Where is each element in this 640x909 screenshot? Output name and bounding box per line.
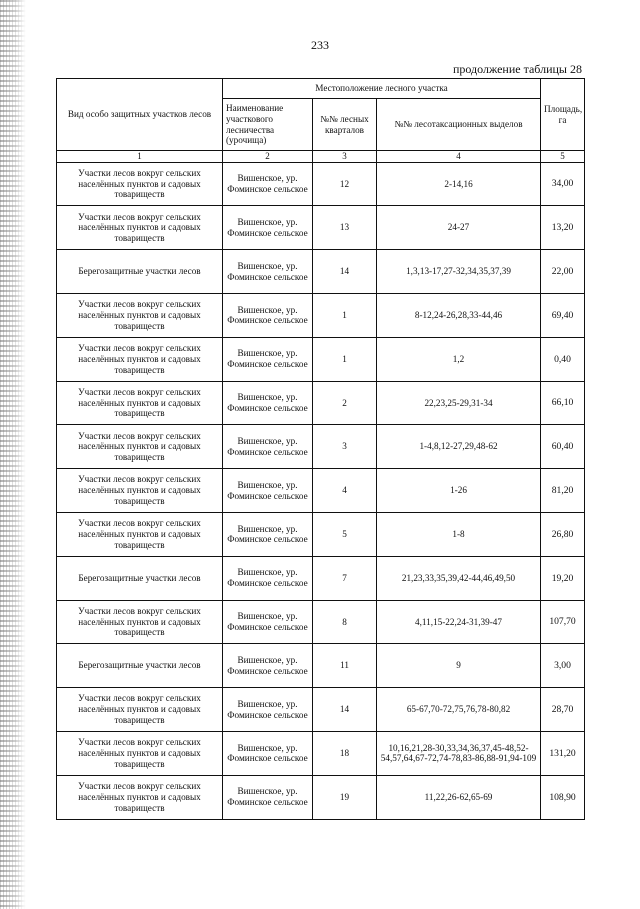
cell-area: 13,20 <box>541 206 585 250</box>
cell-protective-type: Берегозащитные участки лесов <box>57 250 223 294</box>
cell-quarter: 7 <box>313 556 377 600</box>
cell-quarter: 14 <box>313 688 377 732</box>
cell-area: 22,00 <box>541 250 585 294</box>
cell-forestry: Вишенское, ур. Фоминское сельское <box>223 425 313 469</box>
cell-area: 108,90 <box>541 775 585 819</box>
cell-quarter: 18 <box>313 731 377 775</box>
cell-area: 107,70 <box>541 600 585 644</box>
cell-protective-type: Участки лесов вокруг сельских населённых пунктов и садовых товариществ <box>57 469 223 513</box>
cell-plots: 4,11,15-22,24-31,39-47 <box>377 600 541 644</box>
table-row <box>57 425 585 469</box>
cell-protective-type: Участки лесов вокруг сельских населённых пунктов и садовых товариществ <box>57 206 223 250</box>
cell-forestry: Вишенское, ур. Фоминское сельское <box>223 600 313 644</box>
cell-plots: 1,3,13-17,27-32,34,35,37,39 <box>377 250 541 294</box>
cell-protective-type: Участки лесов вокруг сельских населённых пунктов и садовых товариществ <box>57 512 223 556</box>
table-row <box>57 206 585 250</box>
cell-forestry: Вишенское, ур. Фоминское сельское <box>223 731 313 775</box>
table-row <box>57 731 585 775</box>
cell-plots: 24-27 <box>377 206 541 250</box>
cell-forestry: Вишенское, ур. Фоминское сельское <box>223 381 313 425</box>
cell-plots: 8-12,24-26,28,33-44,46 <box>377 294 541 338</box>
cell-protective-type: Берегозащитные участки лесов <box>57 556 223 600</box>
cell-forestry: Вишенское, ур. Фоминское сельское <box>223 250 313 294</box>
cell-area: 0,40 <box>541 337 585 381</box>
table-row <box>57 250 585 294</box>
cell-plots: 2-14,16 <box>377 162 541 206</box>
cell-protective-type: Участки лесов вокруг сельских населённых пунктов и садовых товариществ <box>57 381 223 425</box>
cell-quarter: 2 <box>313 381 377 425</box>
table-row <box>57 688 585 732</box>
cell-plots: 1,2 <box>377 337 541 381</box>
cell-quarter: 13 <box>313 206 377 250</box>
table-row <box>57 644 585 688</box>
cell-forestry: Вишенское, ур. Фоминское сельское <box>223 206 313 250</box>
cell-forestry: Вишенское, ур. Фоминское сельское <box>223 512 313 556</box>
cell-protective-type: Участки лесов вокруг сельских населённых пунктов и садовых товариществ <box>57 600 223 644</box>
header-protective-type: Вид особо защитных участков лесов <box>57 79 223 151</box>
cell-protective-type: Участки лесов вокруг сельских населённых пунктов и садовых товариществ <box>57 775 223 819</box>
column-number-1: 1 <box>57 151 223 163</box>
cell-forestry: Вишенское, ур. Фоминское сельское <box>223 644 313 688</box>
cell-plots: 9 <box>377 644 541 688</box>
cell-plots: 10,16,21,28-30,33,34,36,37,45-48,52-54,57,64,67-72,74-78,83-86,88-91,94-109 <box>377 731 541 775</box>
header-plot-numbers: №№ лесотаксационных выделов <box>377 99 541 151</box>
cell-quarter: 4 <box>313 469 377 513</box>
cell-protective-type: Участки лесов вокруг сельских населённых пунктов и садовых товариществ <box>57 731 223 775</box>
cell-quarter: 5 <box>313 512 377 556</box>
cell-quarter: 12 <box>313 162 377 206</box>
cell-forestry: Вишенское, ур. Фоминское сельское <box>223 556 313 600</box>
table-row <box>57 469 585 513</box>
cell-forestry: Вишенское, ур. Фоминское сельское <box>223 688 313 732</box>
header-area: Площадь, га <box>541 79 585 151</box>
table-row <box>57 556 585 600</box>
cell-plots: 1-4,8,12-27,29,48-62 <box>377 425 541 469</box>
cell-quarter: 14 <box>313 250 377 294</box>
table-row <box>57 337 585 381</box>
column-number-2: 2 <box>223 151 313 163</box>
cell-area: 26,80 <box>541 512 585 556</box>
header-quarter-numbers: №№ лесных кварталов <box>313 99 377 151</box>
cell-plots: 1-26 <box>377 469 541 513</box>
cell-forestry: Вишенское, ур. Фоминское сельское <box>223 337 313 381</box>
table-row <box>57 162 585 206</box>
table-continuation-label: продолжение таблицы 28 <box>452 62 582 76</box>
cell-forestry: Вишенское, ур. Фоминское сельское <box>223 294 313 338</box>
cell-protective-type: Участки лесов вокруг сельских населённых пунктов и садовых товариществ <box>57 688 223 732</box>
cell-protective-type: Участки лесов вокруг сельских населённых пунктов и садовых товариществ <box>57 294 223 338</box>
cell-protective-type: Участки лесов вокруг сельских населённых пунктов и садовых товариществ <box>57 162 223 206</box>
cell-plots: 21,23,33,35,39,42-44,46,49,50 <box>377 556 541 600</box>
cell-area: 66,10 <box>541 381 585 425</box>
scan-edge-noise <box>0 0 26 909</box>
table-row <box>57 381 585 425</box>
cell-area: 3,00 <box>541 644 585 688</box>
cell-area: 19,20 <box>541 556 585 600</box>
cell-area: 60,40 <box>541 425 585 469</box>
table-row <box>57 294 585 338</box>
cell-plots: 22,23,25-29,31-34 <box>377 381 541 425</box>
cell-quarter: 3 <box>313 425 377 469</box>
cell-forestry: Вишенское, ур. Фоминское сельское <box>223 469 313 513</box>
cell-quarter: 11 <box>313 644 377 688</box>
page-number: 233 <box>311 38 329 52</box>
forest-plots-table <box>56 78 585 820</box>
column-number-3: 3 <box>313 151 377 163</box>
column-number-4: 4 <box>377 151 541 163</box>
column-number-5: 5 <box>541 151 585 163</box>
table-row <box>57 600 585 644</box>
cell-forestry: Вишенское, ур. Фоминское сельское <box>223 162 313 206</box>
cell-area: 28,70 <box>541 688 585 732</box>
cell-quarter: 19 <box>313 775 377 819</box>
cell-plots: 11,22,26-62,65-69 <box>377 775 541 819</box>
cell-area: 81,20 <box>541 469 585 513</box>
cell-area: 131,20 <box>541 731 585 775</box>
cell-forestry: Вишенское, ур. Фоминское сельское <box>223 775 313 819</box>
cell-quarter: 1 <box>313 337 377 381</box>
cell-area: 69,40 <box>541 294 585 338</box>
cell-plots: 65-67,70-72,75,76,78-80,82 <box>377 688 541 732</box>
cell-quarter: 8 <box>313 600 377 644</box>
cell-protective-type: Берегозащитные участки лесов <box>57 644 223 688</box>
cell-protective-type: Участки лесов вокруг сельских населённых пунктов и садовых товариществ <box>57 337 223 381</box>
cell-plots: 1-8 <box>377 512 541 556</box>
cell-area: 34,00 <box>541 162 585 206</box>
table-row <box>57 775 585 819</box>
header-forestry-name: Наименование участкового лесничества (урочища) <box>223 99 313 151</box>
cell-protective-type: Участки лесов вокруг сельских населённых пунктов и садовых товариществ <box>57 425 223 469</box>
table-row <box>57 512 585 556</box>
cell-quarter: 1 <box>313 294 377 338</box>
header-location-group: Местоположение лесного участка <box>223 79 541 99</box>
